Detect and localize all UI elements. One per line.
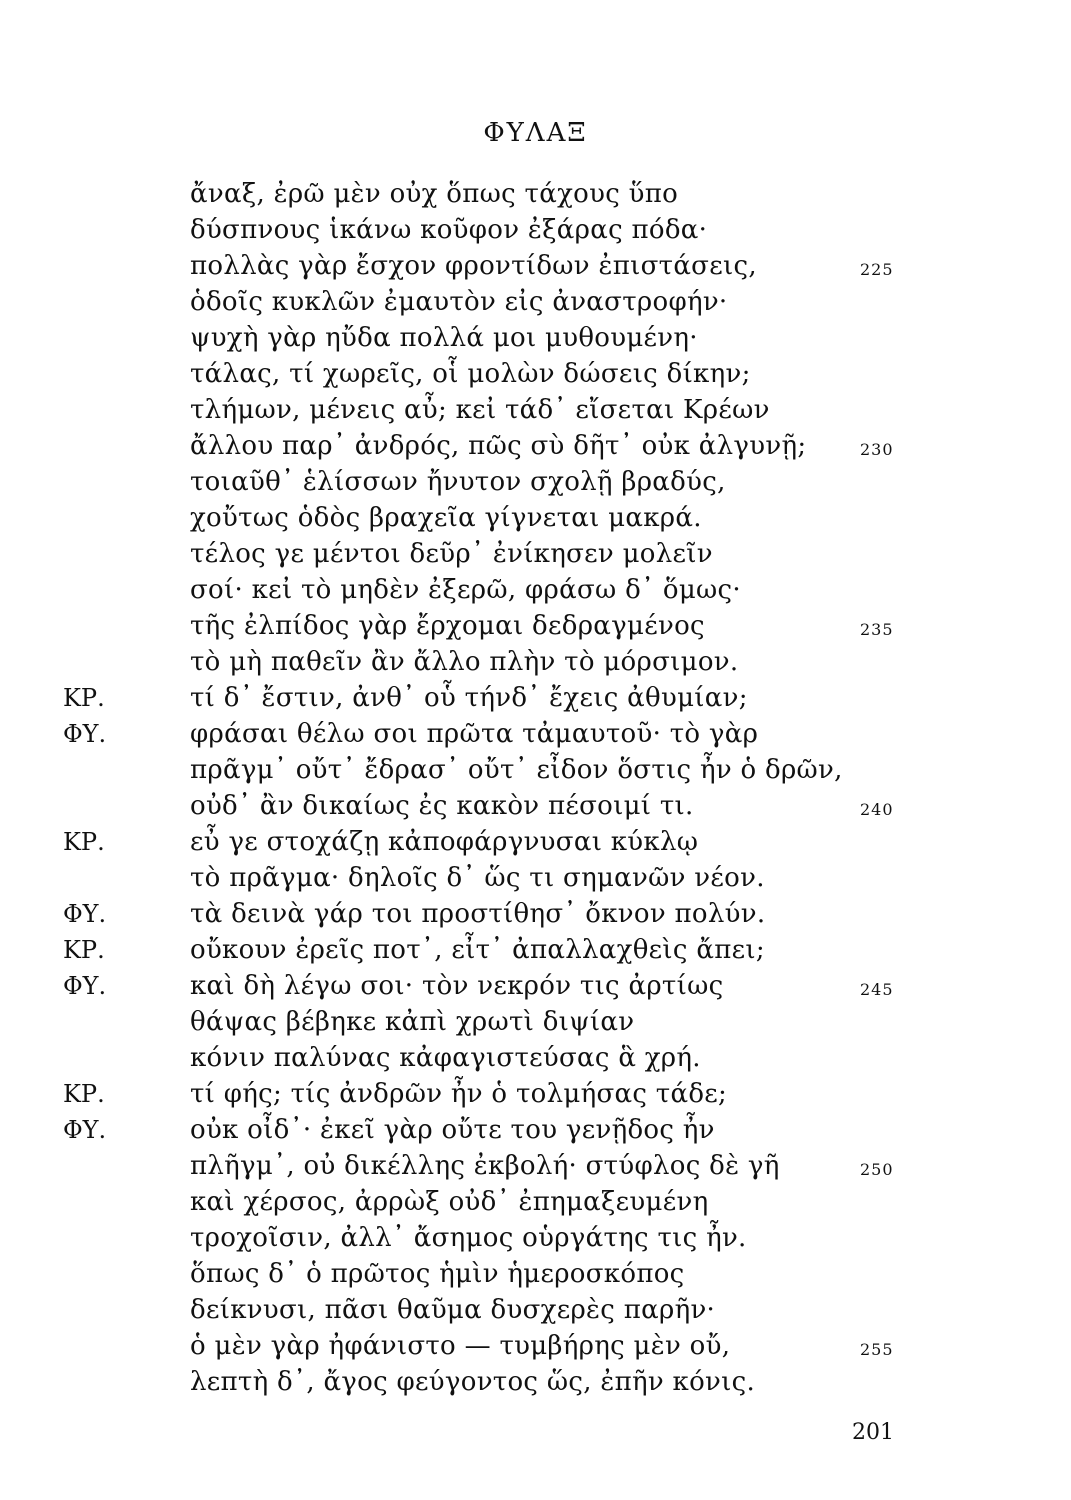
verse-line — [0, 860, 1071, 896]
verse-text: σοί· κεἰ τὸ μηδὲν ἐξερῶ, φράσω δ᾽ ὅμως· — [190, 575, 741, 605]
speaker-label: ΚΡ. — [63, 1080, 105, 1108]
verse-line — [0, 428, 1071, 464]
page-heading: ΦΥΛΑΞ — [483, 118, 588, 148]
verse-text: οὐδ᾽ ἂν δικαίως ἐς κακὸν πέσοιμί τι. — [190, 791, 694, 821]
verse-line — [0, 356, 1071, 392]
verse-line — [0, 932, 1071, 968]
line-number: 235 — [860, 620, 894, 639]
verse-line — [0, 716, 1071, 752]
page-number: 201 — [852, 1420, 894, 1445]
verse-line — [0, 788, 1071, 824]
verse-text: πρᾶγμ᾽ οὔτ᾽ ἔδρασ᾽ οὔτ᾽ εἶδον ὅστις ἦν ὁ δρῶν, — [190, 755, 843, 785]
verse-line — [0, 1220, 1071, 1256]
verse-line — [0, 500, 1071, 536]
verse-line — [0, 572, 1071, 608]
verse-text: ὁ μὲν γὰρ ἠφάνιστο — τυμβήρης μὲν οὔ, — [190, 1331, 731, 1361]
verse-line — [0, 1112, 1071, 1148]
verse-line — [0, 1328, 1071, 1364]
verse-text: τροχοῖσιν, ἀλλ᾽ ἄσημος οὑργάτης τις ἦν. — [190, 1223, 747, 1253]
verse-line — [0, 1040, 1071, 1076]
speaker-label: ΦΥ. — [63, 720, 107, 748]
speaker-label: ΚΡ. — [63, 684, 105, 712]
verse-line — [0, 320, 1071, 356]
verse-line — [0, 824, 1071, 860]
speaker-label: ΦΥ. — [63, 972, 107, 1000]
verse-text: τὸ μὴ παθεῖν ἂν ἄλλο πλὴν τὸ μόρσιμον. — [190, 647, 739, 677]
verse-line — [0, 284, 1071, 320]
verse-line — [0, 680, 1071, 716]
speaker-label: ΚΡ. — [63, 936, 105, 964]
verse-line — [0, 1184, 1071, 1220]
verse-block — [0, 176, 1071, 1400]
line-number: 230 — [860, 440, 894, 459]
speaker-label: ΦΥ. — [63, 900, 107, 928]
line-number: 250 — [860, 1160, 894, 1179]
verse-text: χοὔτως ὁδὸς βραχεῖα γίγνεται μακρά. — [190, 503, 702, 533]
verse-text: καὶ χέρσος, ἀρρὼξ οὐδ᾽ ἐπημαξευμένη — [190, 1187, 709, 1217]
verse-text: ψυχὴ γὰρ ηὔδα πολλά μοι μυθουμένη· — [190, 323, 698, 353]
verse-text: εὖ γε στοχάζῃ κἀποφάργνυσαι κύκλῳ — [190, 827, 699, 857]
verse-line — [0, 248, 1071, 284]
verse-line — [0, 644, 1071, 680]
verse-line — [0, 608, 1071, 644]
verse-text: φράσαι θέλω σοι πρῶτα τἀμαυτοῦ· τὸ γὰρ — [190, 719, 759, 749]
verse-text: ἄναξ, ἐρῶ μὲν οὐχ ὅπως τάχους ὕπο — [190, 179, 679, 209]
verse-text: τί φής; τίς ἀνδρῶν ἦν ὁ τολμήσας τάδε; — [190, 1079, 728, 1109]
verse-line — [0, 752, 1071, 788]
verse-text: οὔκουν ἐρεῖς ποτ᾽, εἶτ᾽ ἀπαλλαχθεὶς ἄπει; — [190, 935, 765, 965]
verse-text: θάψας βέβηκε κἀπὶ χρωτὶ διψίαν — [190, 1007, 635, 1037]
verse-line — [0, 1076, 1071, 1112]
speaker-label: ΦΥ. — [63, 1116, 107, 1144]
speaker-label: ΚΡ. — [63, 828, 105, 856]
verse-text: πλῆγμ᾽, οὐ δικέλλης ἐκβολή· στύφλος δὲ γῆ — [190, 1151, 780, 1181]
line-number: 240 — [860, 800, 894, 819]
verse-text: κόνιν παλύνας κἀφαγιστεύσας ἃ χρή. — [190, 1043, 701, 1073]
verse-text: ὁδοῖς κυκλῶν ἐμαυτὸν εἰς ἀναστροφήν· — [190, 287, 728, 317]
line-number: 225 — [860, 260, 894, 279]
verse-text: ἄλλου παρ᾽ ἀνδρός, πῶς σὺ δῆτ᾽ οὐκ ἀλγυνῇ; — [190, 431, 807, 461]
verse-text: λεπτὴ δ᾽, ἄγος φεύγοντος ὥς, ἐπῆν κόνις. — [190, 1367, 756, 1397]
verse-line — [0, 176, 1071, 212]
verse-line — [0, 968, 1071, 1004]
verse-text: δύσπνους ἱκάνω κοῦφον ἐξάρας πόδα· — [190, 215, 708, 245]
line-number: 255 — [860, 1340, 894, 1359]
verse-text: τί δ᾽ ἔστιν, ἀνθ᾽ οὗ τήνδ᾽ ἔχεις ἀθυμίαν; — [190, 683, 748, 713]
verse-line — [0, 1364, 1071, 1400]
line-number: 245 — [860, 980, 894, 999]
verse-line — [0, 536, 1071, 572]
verse-line — [0, 212, 1071, 248]
verse-text: ὅπως δ᾽ ὁ πρῶτος ἡμὶν ἡμεροσκόπος — [190, 1259, 685, 1289]
verse-text: οὐκ οἶδ᾽· ἐκεῖ γὰρ οὔτε του γενῇδος ἦν — [190, 1115, 715, 1145]
verse-line — [0, 896, 1071, 932]
verse-text: τλήμων, μένεις αὖ; κεἰ τάδ᾽ εἴσεται Κρέων — [190, 395, 770, 425]
verse-line — [0, 1148, 1071, 1184]
verse-line — [0, 1292, 1071, 1328]
verse-line — [0, 464, 1071, 500]
verse-text: τὸ πρᾶγμα· δηλοῖς δ᾽ ὥς τι σημανῶν νέον. — [190, 863, 765, 893]
verse-line — [0, 1004, 1071, 1040]
verse-text: τέλος γε μέντοι δεῦρ᾽ ἐνίκησεν μολεῖν — [190, 539, 713, 569]
verse-text: τοιαῦθ᾽ ἑλίσσων ἤνυτον σχολῇ βραδύς, — [190, 467, 726, 497]
verse-text: τῆς ἐλπίδος γὰρ ἔρχομαι δεδραγμένος — [190, 611, 705, 641]
verse-text: δείκνυσι, πᾶσι θαῦμα δυσχερὲς παρῆν· — [190, 1295, 716, 1325]
verse-text: τὰ δεινὰ γάρ τοι προστίθησ᾽ ὄκνον πολύν. — [190, 899, 766, 929]
verse-text: πολλὰς γὰρ ἔσχον φροντίδων ἐπιστάσεις, — [190, 251, 757, 281]
verse-text: τάλας, τί χωρεῖς, οἷ μολὼν δώσεις δίκην; — [190, 359, 751, 389]
verse-text: καὶ δὴ λέγω σοι· τὸν νεκρόν τις ἀρτίως — [190, 971, 724, 1001]
verse-line — [0, 1256, 1071, 1292]
verse-line — [0, 392, 1071, 428]
